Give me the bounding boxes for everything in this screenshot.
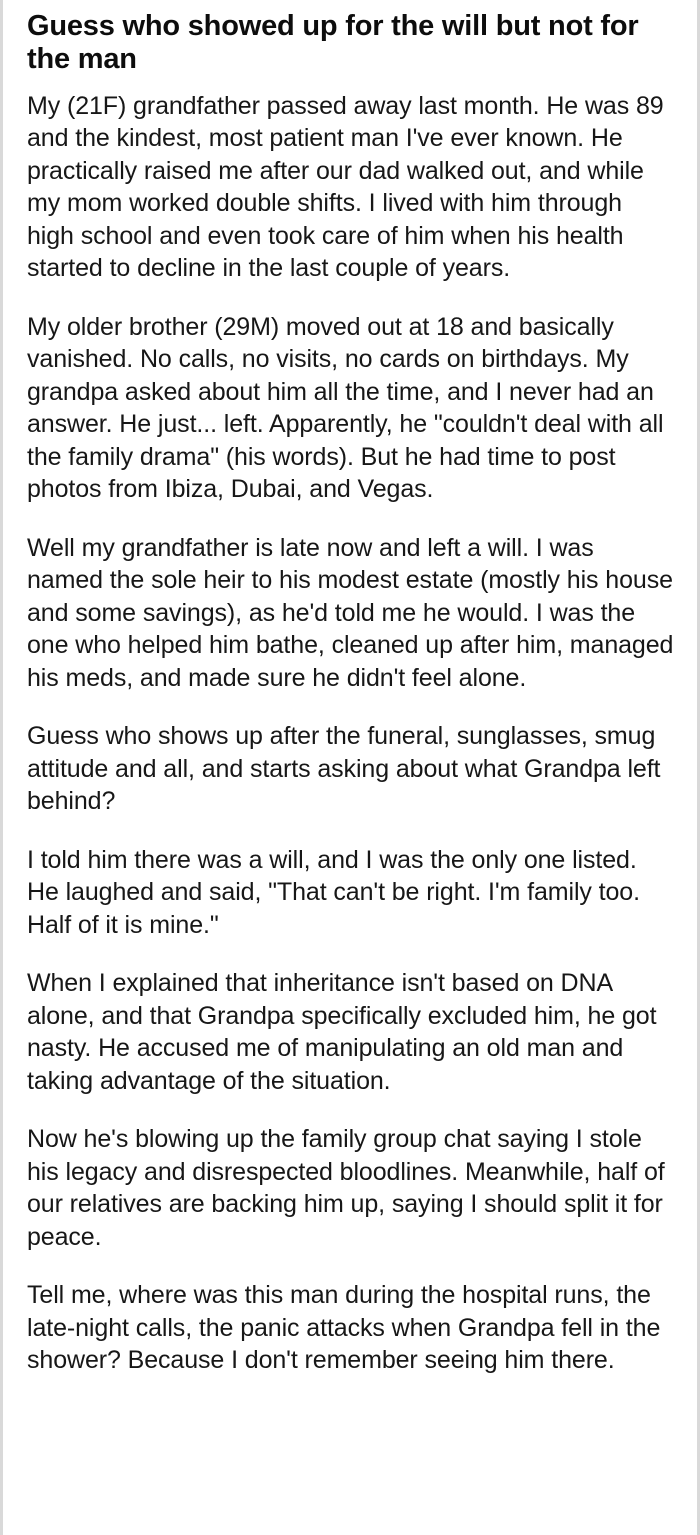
post-paragraph: My (21F) grandfather passed away last month. He was 89 and the kindest, most patient man I've ever known. He practically raised me after our dad walked out, and while my mom worked double shifts. I lived with him through high school and even took care of him when his health started to decline in the last couple of years. (27, 91, 664, 283)
post-content (3, 0, 697, 1385)
post-paragraph: Tell me, where was this man during the hospital runs, the late-night calls, the panic attacks when Grandpa fell in the shower? Because I don't remember seeing him there. (27, 1281, 661, 1375)
post-body (27, 90, 675, 1377)
post-paragraph: My older brother (29M) moved out at 18 and basically vanished. No calls, no visits, no cards on birthdays. My grandpa asked about him all the time, and I never had an answer. He just... left. Apparently, he "couldn't deal with all the family drama" (his words). But he had time to post photos from Ibiza, Dubai, and Vegas. (27, 312, 664, 504)
post-paragraph: Now he's blowing up the family group chat saying I stole his legacy and disrespected bloodlines. Meanwhile, half of our relatives are backing him up, saying I should split it for peace. (27, 1125, 665, 1251)
post-paragraph: Well my grandfather is late now and left a will. I was named the sole heir to his modest estate (mostly his house and some savings), as he'd told me he would. I was the one who helped him bathe, cleaned up after him, managed his meds, and made sure he didn't feel alone. (27, 533, 674, 692)
post-paragraph: When I explained that inheritance isn't based on DNA alone, and that Grandpa specifically excluded him, he got nasty. He accused me of manipulating an old man and taking advantage of the situation. (27, 969, 657, 1095)
post-paragraph: Guess who shows up after the funeral, sunglasses, smug attitude and all, and starts asking about what Grandpa left behind? (27, 722, 661, 816)
page-title: Guess who showed up for the will but not for the man (27, 10, 639, 75)
post-paragraph: I told him there was a will, and I was the only one listed. He laughed and said, "That can't be right. I'm family too. Half of it is mine." (27, 845, 640, 939)
